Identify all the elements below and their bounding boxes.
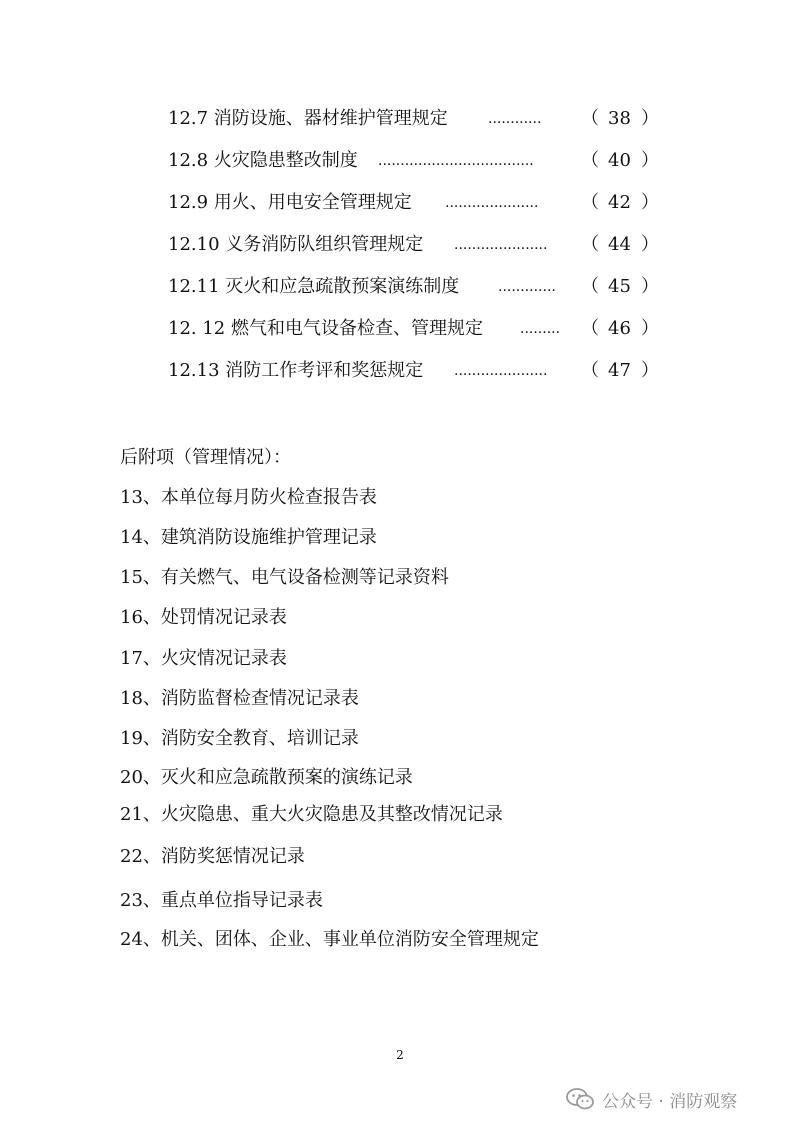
list-item: 22、消防奖惩情况记录 [120,846,305,867]
list-item: 19、消防安全教育、培训记录 [120,728,359,749]
paren-open: （ [581,108,599,129]
watermark-text: 公众号 · 消防观察 [602,1091,738,1112]
appendix-heading: 后附项（管理情况）： [120,447,291,468]
list-item: 23、重点单位指导记录表 [120,890,323,911]
toc-entry-12-7 [168,104,659,134]
paren-close: ） [641,318,659,339]
toc-page-number: 40 [608,150,631,171]
paren-close: ） [641,150,659,171]
toc-title: 12.13 消防工作考评和奖惩规定 [168,360,424,381]
toc-entry-12-13 [168,356,659,386]
paren-open: （ [581,234,599,255]
toc-page-number: 47 [608,360,631,381]
list-item: 18、消防监督检查情况记录表 [120,688,359,709]
list-item: 17、火灾情况记录表 [120,648,287,669]
toc-leader-dots: ..................... [445,195,539,211]
toc-leader-dots: ................................... [378,153,534,169]
list-item: 16、处罚情况记录表 [120,607,287,628]
toc-leader-dots: ..................... [454,237,548,253]
toc-entry-12-8 [168,146,659,176]
toc-leader-dots: ............. [498,279,556,295]
paren-open: （ [581,318,599,339]
paren-close: ） [641,234,659,255]
toc-title: 12.7 消防设施、器材维护管理规定 [168,108,448,129]
toc-entry-12-9 [168,188,659,218]
list-item: 20、灭火和应急疏散预案的演练记录 [120,767,413,788]
toc-title: 12.10 义务消防队组织管理规定 [168,234,424,255]
list-item: 24、机关、团体、企业、事业单位消防安全管理规定 [120,929,539,950]
wechat-icon [566,1088,594,1110]
paren-close: ） [641,276,659,297]
paren-close: ） [641,192,659,213]
toc-title: 12.8 火灾隐患整改制度 [168,150,358,171]
toc-title: 12.9 用火、用电安全管理规定 [168,192,412,213]
toc-leader-dots: ......... [520,321,561,337]
toc-leader-dots: ..................... [454,363,548,379]
toc-page-number: 42 [608,192,631,213]
page-number: 2 [396,1048,404,1062]
toc-entry-12-11 [168,272,659,302]
toc-page-number: 38 [608,108,631,129]
toc-page-number: 46 [608,318,631,339]
toc-title: 12.11 灭火和应急疏散预案演练制度 [168,276,460,297]
list-item: 13、本单位每月防火检查报告表 [120,487,377,508]
paren-open: （ [581,150,599,171]
paren-open: （ [581,192,599,213]
toc-title: 12. 12 燃气和电气设备检查、管理规定 [168,318,483,339]
toc-page-number: 44 [608,234,631,255]
paren-open: （ [581,360,599,381]
list-item: 21、火灾隐患、重大火灾隐患及其整改情况记录 [120,804,503,825]
paren-open: （ [581,276,599,297]
toc-entry-12-12 [168,314,659,344]
paren-close: ） [641,108,659,129]
paren-close: ） [641,360,659,381]
toc-entry-12-10 [168,230,659,260]
toc-page-number: 45 [608,276,631,297]
list-item: 14、建筑消防设施维护管理记录 [120,527,377,548]
list-item: 15、有关燃气、电气设备检测等记录资料 [120,567,449,588]
toc-leader-dots: ............ [488,111,542,127]
watermark [566,1085,737,1113]
